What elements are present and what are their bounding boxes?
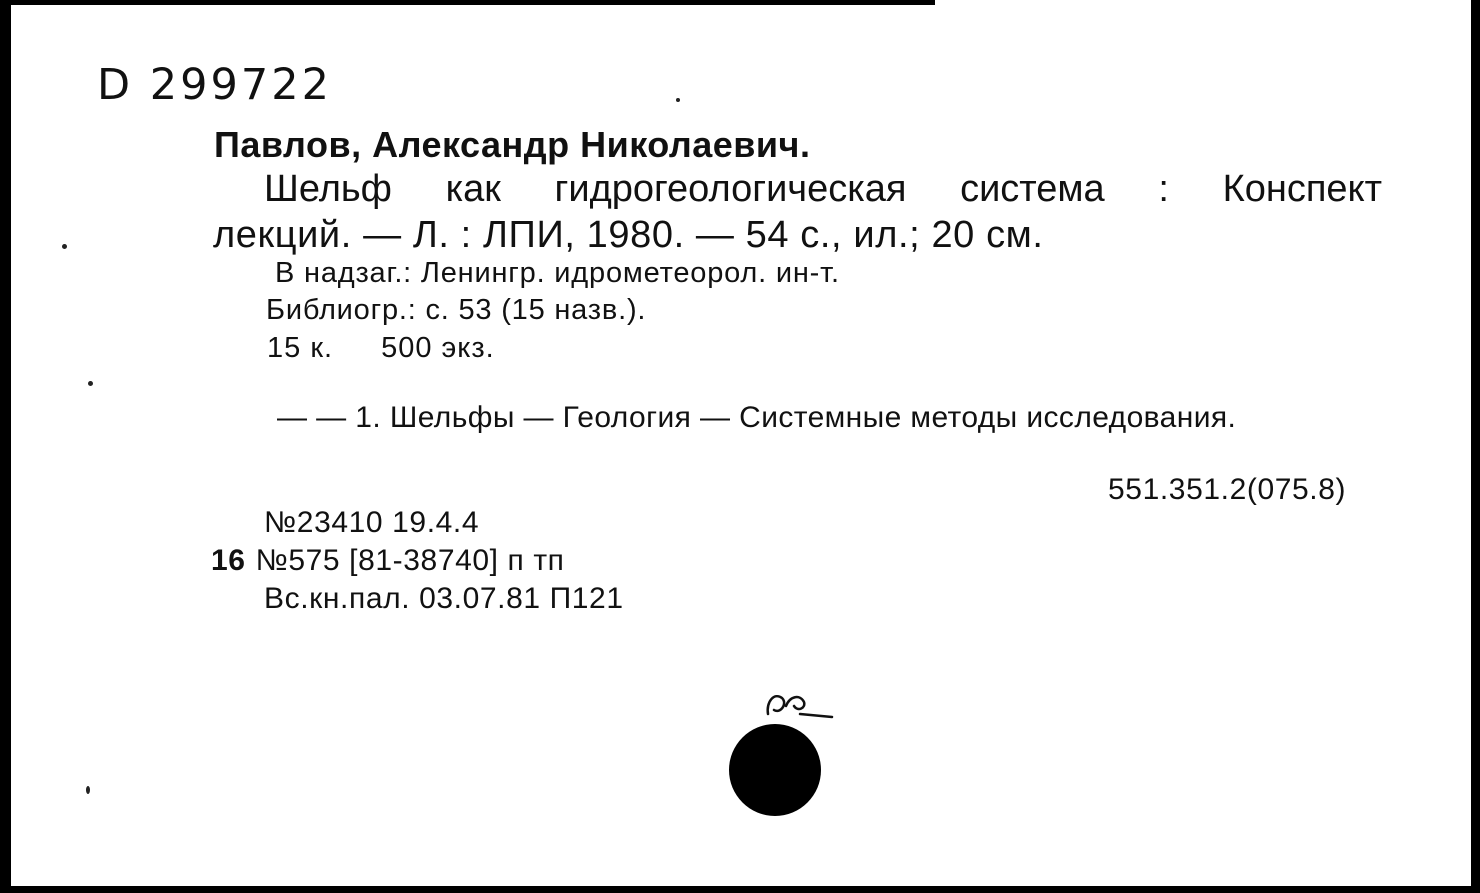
scan-border-left [0,0,11,893]
scan-speck [86,786,90,794]
price: 15 к. [267,332,334,364]
registration-lead-number: 16 [211,544,246,577]
scan-border-top [0,0,935,5]
print-run: 500 экз. [381,332,495,364]
title-line-1: Шельф как гидрогеологическая система : Конспект [264,168,1382,210]
punched-dot [729,724,821,816]
title-line-2: лекций. — Л. : ЛПИ, 1980. — 54 с., ил.; 20 см. [213,214,1044,256]
inventory-number: D 299722 [97,60,332,110]
price-and-print-run [267,332,495,365]
scan-speck [676,98,680,102]
udc-code: 551.351.2(075.8) [1108,473,1347,506]
author-heading: Павлов, Александр Николаевич. [214,124,811,165]
scan-speck [88,381,93,386]
scan-speck [62,244,67,249]
scan-border-right [1471,0,1480,893]
subject-heading: — — 1. Шельфы — Геология — Системные методы исследования. [277,401,1237,434]
note-header: В надзаг.: Ленингр. идрометеорол. ин-т. [275,257,840,289]
scan-border-bottom [0,886,1480,893]
registration-line-1: №23410 19.4.4 [264,506,480,539]
note-bibliography: Библиогр.: с. 53 (15 назв.). [266,294,647,326]
registration-code: №575 [81-38740] п тп [255,544,565,577]
registration-line-3: Вс.кн.пал. 03.07.81 П121 [264,582,624,615]
registration-line-2 [211,544,565,578]
